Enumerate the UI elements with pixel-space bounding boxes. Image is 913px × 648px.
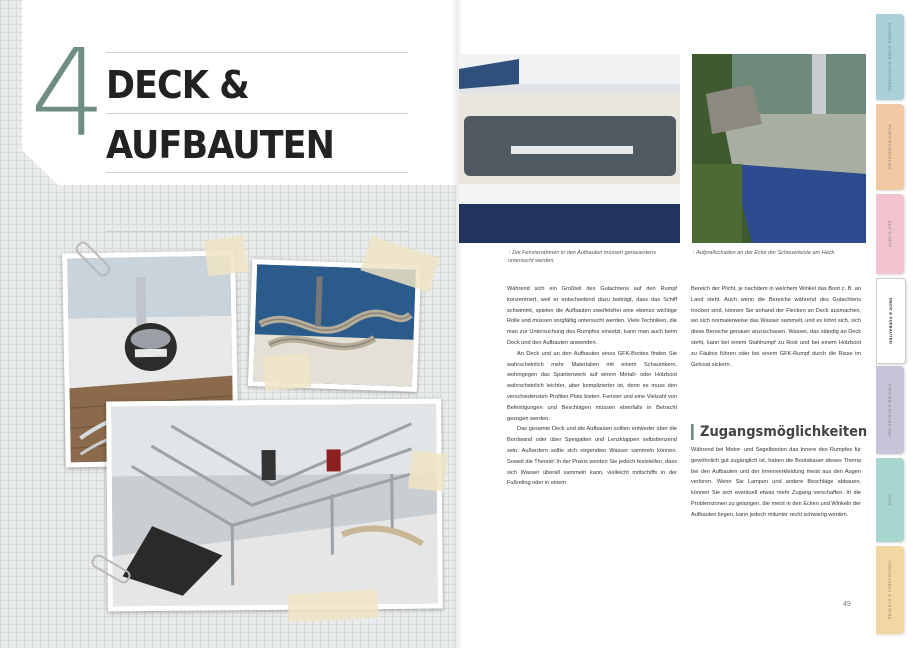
- paragraph: Das gesamte Deck und die Aufbauten sollten entweder über die Bordwand oder über Speigatten und Lenzklappen selbstlenzend sein. Außerdem sollte sich nirgendwo Wasser sammeln können. Soweit die Theorie! In der Praxis werden Sie jedoch feststellen, dass sich Wasser überall sammeln kann, vielleicht mittschiffs in der Fußreling oder in einem: [507, 426, 677, 487]
- caption-right-text: Aufprallschaden an der Ecke der Scheuerleiste am Heck.: [696, 250, 836, 256]
- tab-label: DECK & AUFBAUTEN: [888, 298, 894, 344]
- rule: [106, 172, 408, 173]
- page-number: 49: [843, 601, 851, 608]
- chapter-title-line2: AUFBAUTEN: [106, 123, 334, 167]
- tab-label: ANTRIEB & STEUERUNG: [887, 383, 893, 437]
- arrow-up-icon: ↑: [692, 250, 697, 256]
- body-column-1: [507, 284, 677, 489]
- tab-label: DER RUMPF: [887, 220, 893, 248]
- caption-left-text: Die Fensterrahmen in den Aufbauten müssen genauestens untersucht werden.: [508, 250, 657, 264]
- subheading: Zugangsmöglichkeiten: [691, 424, 867, 440]
- tab-label: RIGG: [887, 494, 893, 506]
- paragraph: An Deck und an den Aufbauten eines GFK-Bootes finden Sie wahrscheinlich mehr Materialien mit einem Schaumkern, wohingegen das Spantenwerk auf einem Metall- oder Holzboot wahrscheinlich leichter, aber komplizierter ist, denn es muss den verschiedensten Profilen Platz bieten. Fenster und eine Vielzahl von Befestigungen und Beschlägen müssen ebenfalls in Betracht gezogen werden.: [507, 350, 677, 422]
- tape: [287, 590, 378, 623]
- rule: [106, 52, 408, 53]
- body-column-2b: [691, 445, 861, 521]
- photo-window-frame: [459, 54, 680, 243]
- tab-rumpfmaterialien[interactable]: [876, 104, 904, 190]
- paragraph: Bereich der Plicht, je nachdem in welchem Winkel das Boot z. B. an Land steht. Auch wenn die Bereiche während des Gutachtens trocken sind, können Sie anhand der Flecken an Deck ausmachen, wo sich normalerweise das Wasser sammelt, und es lohnt sich, sich diese Bereiche genauer anzuschauen. Wasser, das ständig an Deck steht, kann bei einem Stahlrumpf zu Rost und bei einem Holzboot zu Fäulnis führen oder bei einem GFK-Rumpf durch die Risse im Gelcoat sickern.: [691, 286, 861, 368]
- chapter-tabs: [876, 0, 913, 648]
- body-column-2: [691, 284, 861, 370]
- chapter-number: 4: [30, 25, 107, 164]
- left-page: [0, 0, 456, 648]
- rule: [106, 113, 408, 114]
- tab-rumpf[interactable]: [876, 194, 904, 274]
- paragraph: Während bei Motor- und Segelbooten das Innere des Rumpfes für gewöhnlich gut zugänglich ist, haben die Bootsbauer dieses Thema bei den Aufbauten und der Innenverkleidung meist aus den Augen verloren. Wenn Sie Lampen und andere Beschläge abbauen, können Sie sich eventuell etwas mehr Zugang verschaffen. In die Problemzonen zu gelangen, die meist in den Ecken und Winkeln der Aufbauten liegen, kann jedoch mitunter recht schwierig werden.: [691, 447, 861, 518]
- paragraph: Während sich ein Großteil des Gutachtens auf den Rumpf konzentriert, weil er entscheidend dazu beiträgt, dass das Schiff schwimmt, spielen die Aufbauten zweifelsfrei eine ebenso wichtige Rolle und müssen sorgfältig untersucht werden. Viele Techniken, die man zur Untersuchung des Rumpfes einsetzt, kann man auch beim Deck und den Aufbauten anwenden.: [507, 286, 677, 346]
- rule: [106, 231, 408, 232]
- tape: [263, 353, 311, 390]
- chapter-title-line1: DECK &: [106, 63, 249, 107]
- photo-pulpit: [106, 399, 443, 612]
- caption-left: [508, 249, 680, 265]
- tape: [204, 235, 249, 276]
- caption-right: [692, 249, 866, 257]
- arrow-up-icon: ↑: [508, 250, 513, 256]
- tab-label: INNENAUSBAU & SYSTEME: [887, 560, 893, 620]
- tab-rigg[interactable]: [876, 458, 904, 542]
- tape: [408, 450, 448, 492]
- tab-antrieb[interactable]: [876, 366, 904, 454]
- tab-label: RUMPFMATERIALIEN: [887, 124, 893, 170]
- tab-innenausbau[interactable]: [876, 546, 904, 634]
- tab-deck-aufbauten[interactable]: [876, 278, 906, 364]
- tab-auswahl[interactable]: [876, 14, 904, 100]
- photo-rubbing-strake: [692, 54, 866, 243]
- tab-label: AUSWAHL EINES GUTACHTERS: [887, 22, 893, 92]
